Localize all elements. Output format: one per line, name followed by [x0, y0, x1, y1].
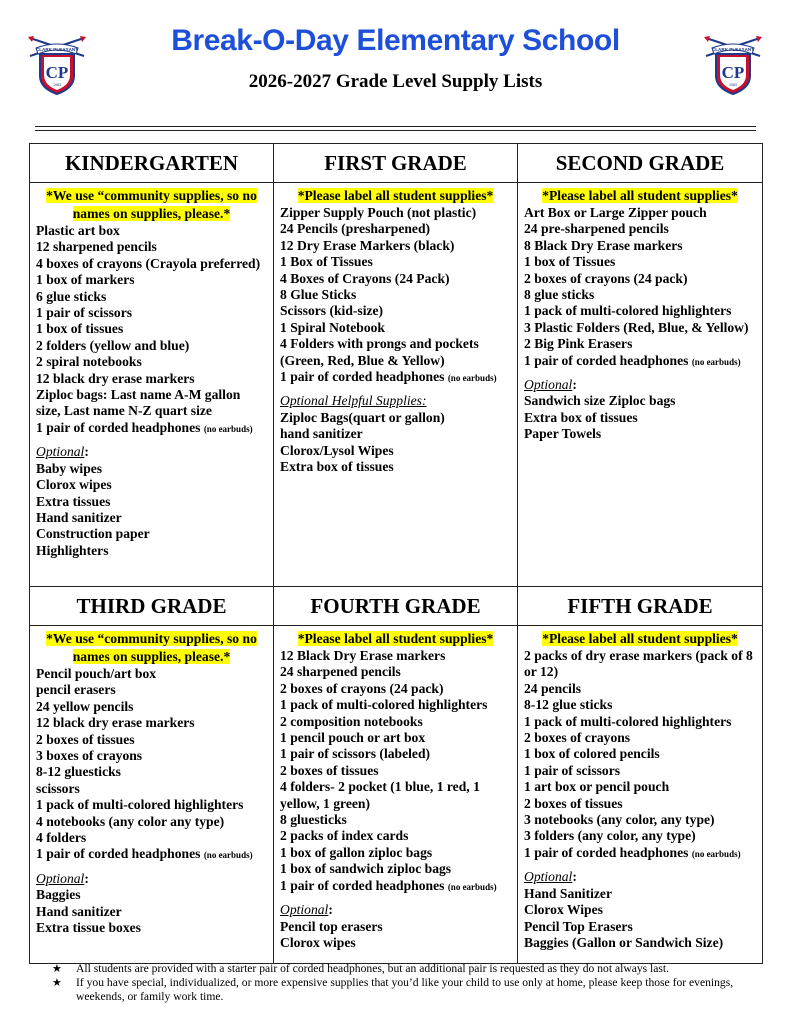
supply-item: 2 boxes of crayons (24 pack) [524, 270, 688, 286]
supply-item: 12 black dry erase markers [36, 370, 195, 386]
logo-monogram: CP [721, 63, 745, 82]
optional-item: Clorox wipes [36, 477, 112, 493]
optional-item: Construction paper [36, 526, 150, 542]
page-title: Break-O-Day Elementary School [171, 24, 620, 57]
label-note [524, 187, 756, 205]
headphones-note: (no earbuds) [203, 423, 253, 434]
supply-item: 1 box of tissues [36, 321, 124, 337]
supply-item: 4 Boxes of Crayons (24 Pack) [280, 270, 450, 286]
optional-item: Ziploc Bags(quart or gallon) [280, 409, 445, 425]
label-note-text: *Please label all student supplies* [542, 188, 738, 203]
supply-item: 6 glue sticks [36, 288, 107, 304]
label-note-text: *We use “community supplies, so no names on supplies, please.* [46, 188, 257, 221]
supply-item: 1 box of sandwich ziploc bags [280, 861, 452, 877]
supply-item: 1 pack of multi-colored highlighters [36, 797, 244, 813]
supply-item: 24 sharpened pencils [280, 664, 401, 680]
optional-colon: : [84, 444, 89, 460]
supply-item: 1 box of colored pencils [524, 746, 660, 762]
supply-item: 1 pair of scissors (labeled) [280, 746, 431, 762]
grade-cell [518, 626, 763, 964]
headphones-text: 1 pair of corded headphones [280, 877, 445, 893]
supply-item: 8-12 glue sticks [524, 697, 613, 713]
supply-item: 1 Box of Tissues [280, 254, 373, 270]
supply-item: Plastic art box [36, 223, 120, 238]
supply-item: 3 notebooks (any color, any type) [524, 812, 715, 828]
optional-item: Clorox Wipes [524, 902, 603, 918]
optional-item: Extra box of tissues [524, 409, 638, 425]
optional-item: Pencil top erasers [280, 918, 383, 934]
optional-item: Baggies [36, 887, 81, 903]
logo-year: 1983 [729, 83, 737, 87]
supply-item: 1 pack of multi-colored highlighters [524, 713, 732, 729]
supply-item: 24 yellow pencils [36, 698, 134, 714]
supply-item: 1 pack of multi-colored highlighters [280, 697, 488, 713]
logo-year: 1983 [53, 83, 61, 87]
footnote-text: All students are provided with a starter pair of corded headphones, but an additional pair is requested as they do not always last. [76, 962, 670, 975]
supply-item-headphones [524, 845, 756, 862]
supply-item: 2 composition notebooks [280, 713, 423, 729]
optional-item: Hand Sanitizer [524, 885, 612, 901]
headphones-text: 1 pair of corded headphones [524, 844, 689, 860]
optional-item: Extra tissue boxes [36, 920, 141, 936]
supply-item: 2 boxes of tissues [280, 762, 379, 778]
headphones-note: (no earbuds) [447, 881, 497, 892]
optional-item: Extra box of tissues [280, 459, 394, 475]
headphones-text: 1 pair of corded headphones [36, 419, 201, 435]
star-bullet-icon: ★ [52, 963, 62, 975]
grade-heading: THIRD GRADE [30, 587, 274, 626]
optional-label: Optional [524, 869, 573, 885]
supply-item: 12 Dry Erase Markers (black) [280, 237, 455, 253]
divider [35, 126, 756, 127]
footnote-text: If you have special, individualized, or more expensive supplies that you’d like your child to use only at home, please keep those for evenings, weekends, or family work time. [76, 976, 734, 1004]
headphones-note: (no earbuds) [447, 373, 497, 384]
optional-label: Optional [280, 902, 329, 918]
supply-item: 4 folders [36, 830, 87, 846]
supply-item: 1 pencil pouch or art box [280, 730, 426, 746]
supply-item: Scissors (kid-size) [280, 303, 384, 319]
grade-cell [274, 183, 518, 587]
footnotes [52, 962, 762, 1005]
optional-item: Hand sanitizer [36, 509, 122, 525]
label-note [524, 630, 756, 648]
headphones-note: (no earbuds) [691, 356, 741, 367]
headphones-note: (no earbuds) [203, 850, 253, 861]
footnote [52, 962, 762, 976]
logo-banner-text: CLARK PLEASANT [35, 47, 79, 52]
supply-item: 1 box of gallon ziploc bags [280, 844, 433, 860]
optional-item: Baby wipes [36, 460, 103, 476]
optional-label: Optional [36, 870, 85, 886]
supply-item: 1 pack of multi-colored highlighters [524, 303, 732, 319]
supply-item: 1 box of markers [36, 272, 135, 288]
page-subtitle: 2026-2027 Grade Level Supply Lists [248, 71, 543, 92]
grade-heading: KINDERGARTEN [30, 144, 274, 183]
supply-item-headphones [36, 846, 267, 863]
optional-colon: : [572, 377, 577, 393]
optional-heading [280, 902, 511, 918]
supply-item: 3 Plastic Folders (Red, Blue, & Yellow) [524, 319, 749, 335]
supply-item: 24 pre-sharpened pencils [524, 221, 669, 237]
grade-heading: FIFTH GRADE [518, 587, 763, 626]
supply-item-headphones [280, 369, 511, 386]
divider [35, 130, 756, 131]
headphones-text: 1 pair of corded headphones [280, 369, 445, 385]
optional-item: hand sanitizer [280, 426, 363, 442]
optional-item: Hand sanitizer [36, 903, 122, 919]
optional-colon: : [328, 902, 333, 918]
supply-item-headphones [524, 353, 756, 370]
supply-item: 4 folders- 2 pocket (1 blue, 1 red, 1 yellow, 1 green) [280, 779, 480, 811]
label-note [36, 630, 267, 666]
supply-item: 8 glue sticks [524, 287, 595, 303]
supply-item: 4 boxes of crayons (Crayola preferred) [36, 255, 261, 271]
label-note-text: *Please label all student supplies* [542, 631, 738, 646]
supply-item: 8-12 gluesticks [36, 764, 121, 780]
supply-item: 3 boxes of crayons [36, 748, 143, 764]
supply-item: 4 Folders with prongs and pockets (Green, Red, Blue & Yellow) [280, 336, 479, 368]
supply-item: 12 black dry erase markers [36, 715, 195, 731]
label-note [280, 630, 511, 648]
optional-label: Optional [36, 444, 85, 460]
supply-item-headphones [36, 420, 267, 437]
optional-item: Highlighters [36, 542, 109, 558]
supply-item: 1 art box or pencil pouch [524, 779, 670, 795]
optional-heading [36, 871, 267, 887]
supply-item: 1 pair of scissors [36, 305, 133, 321]
optional-item: Extra tissues [36, 493, 111, 509]
supply-item: 2 boxes of tissues [36, 731, 135, 747]
supply-item: Ziploc bags: Last name A-M gallon size, Last name N-Z quart size [36, 387, 241, 419]
grade-cell [30, 626, 274, 964]
supply-item: 2 packs of index cards [280, 828, 409, 844]
supply-item: pencil erasers [36, 682, 116, 698]
optional-item: Pencil Top Erasers [524, 918, 633, 934]
supply-item: 24 Pencils (presharpened) [280, 221, 431, 237]
supply-item: 2 boxes of crayons (24 pack) [280, 680, 444, 696]
optional-item: Baggies (Gallon or Sandwich Size) [524, 934, 724, 950]
headphones-text: 1 pair of corded headphones [36, 846, 201, 862]
star-bullet-icon: ★ [52, 977, 62, 990]
optional-heading [280, 393, 511, 409]
supply-item: 4 notebooks (any color any type) [36, 813, 225, 829]
supply-item: 2 spiral notebooks [36, 354, 142, 370]
label-note-text: *Please label all student supplies* [297, 188, 494, 203]
supply-item: 2 boxes of crayons [524, 730, 631, 746]
label-note [280, 187, 511, 205]
grade-heading: SECOND GRADE [518, 144, 763, 183]
optional-colon: : [84, 870, 89, 886]
optional-colon: : [572, 869, 577, 885]
optional-item: Clorox/Lysol Wipes [280, 442, 394, 458]
headphones-note: (no earbuds) [691, 848, 741, 859]
supply-table [29, 143, 763, 964]
optional-item: Paper Towels [524, 426, 602, 442]
supply-item: 12 Black Dry Erase markers [280, 648, 446, 663]
supply-item-headphones [280, 878, 511, 895]
optional-heading [36, 444, 267, 460]
supply-item: 1 box of Tissues [524, 254, 616, 270]
grade-cell [518, 183, 763, 587]
supply-item: 2 Big Pink Erasers [524, 336, 633, 352]
optional-item: Clorox wipes [280, 934, 356, 950]
supply-item: 1 pair of scissors [524, 762, 621, 778]
grade-heading: FIRST GRADE [274, 144, 518, 183]
label-note [36, 187, 267, 223]
grade-cell [274, 626, 518, 964]
footnote [52, 976, 762, 1004]
optional-label: Optional [524, 377, 573, 393]
label-note-text: *Please label all student supplies* [297, 631, 494, 646]
supply-item: Art Box or Large Zipper pouch [524, 205, 707, 220]
logo-banner-text: CLARK PLEASANT [711, 47, 755, 52]
logo-monogram: CP [45, 63, 69, 82]
supply-item: 8 gluesticks [280, 812, 347, 828]
grade-heading: FOURTH GRADE [274, 587, 518, 626]
headphones-text: 1 pair of corded headphones [524, 352, 689, 368]
supply-item: Pencil pouch/art box [36, 666, 157, 681]
supply-item: Zipper Supply Pouch (not plastic) [280, 205, 477, 220]
supply-item: 8 Black Dry Erase markers [524, 237, 683, 253]
optional-label: Optional Helpful Supplies: [280, 393, 427, 409]
supply-item: 12 sharpened pencils [36, 239, 157, 255]
supply-item: 2 packs of dry erase markers (pack of 8 or 12) [524, 648, 753, 680]
label-note-text: *We use “community supplies, so no names on supplies, please.* [46, 631, 257, 664]
optional-item: Sandwich size Ziploc bags [524, 393, 676, 409]
supply-item: 8 Glue Sticks [280, 287, 357, 303]
supply-item: 1 Spiral Notebook [280, 319, 385, 335]
supply-item: 2 folders (yellow and blue) [36, 337, 190, 353]
supply-item: 3 folders (any color, any type) [524, 828, 696, 844]
optional-heading [524, 377, 756, 393]
grade-cell [30, 183, 274, 587]
supply-item: scissors [36, 780, 80, 796]
supply-item: 2 boxes of tissues [524, 795, 623, 811]
optional-heading [524, 869, 756, 885]
supply-item: 24 pencils [524, 680, 582, 696]
